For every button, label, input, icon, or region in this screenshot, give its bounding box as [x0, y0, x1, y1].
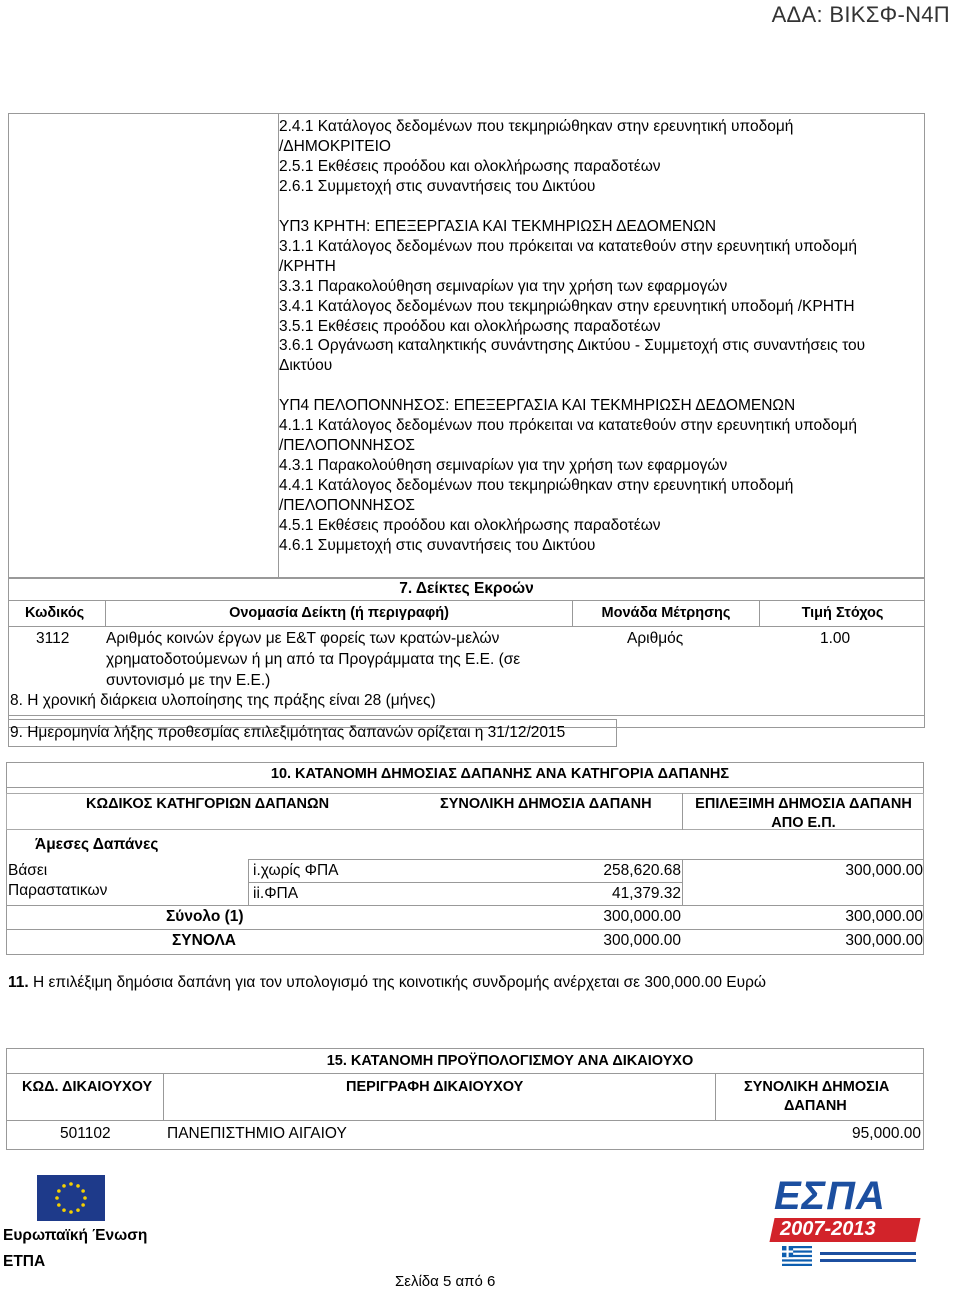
- duration-text: 8. Η χρονική διάρκεια υλοποίησης της πράξης είναι 28 (μήνες): [10, 692, 436, 709]
- beneficiary-header-total-2: ΔΑΠΑΝΗ: [784, 1098, 847, 1114]
- indicators-header-name: Ονομασία Δείκτη (ή περιγραφή): [229, 605, 449, 621]
- deliverable-line: ΥΠ4 ΠΕΛΟΠΟΝΝΗΣΟΣ: ΕΠΕΞΕΡΓΑΣΙΑ ΚΑΙ ΤΕΚΜΗΡΙΩΣΗ ΔΕΔΟΜΕΝΩΝ: [279, 397, 796, 415]
- beneficiary-header-desc: ΠΕΡΙΓΡΑΦΗ ΔΙΚΑΙΟΥΧΟΥ: [346, 1079, 524, 1095]
- deadline-text: 9. Ημερομηνία λήξης προθεσμίας επιλεξιμότητας δαπανών ορίζεται η 31/12/2015: [10, 724, 566, 741]
- eu-star: [57, 1189, 61, 1193]
- eu-star: [57, 1203, 61, 1207]
- expenses-title: 10. ΚΑΤΑΝΟΜΗ ΔΗΜΟΣΙΑΣ ΔΑΠΑΝΗΣ ΑΝΑ ΚΑΤΗΓΟΡΙΑ ΔΑΠΑΝΗΣ: [270, 766, 730, 782]
- deliverable-line: 2.5.1 Εκθέσεις προόδου και ολοκλήρωσης παραδοτέων: [279, 157, 661, 175]
- eu-star: [81, 1203, 85, 1207]
- deliverable-line: /ΔΗΜΟΚΡΙΤΕΙΟ: [279, 137, 391, 155]
- eu-star: [55, 1196, 59, 1200]
- deliverable-line: 4.5.1 Εκθέσεις προόδου και ολοκλήρωσης παραδοτέων: [279, 517, 661, 534]
- eu-flag-icon: [37, 1175, 105, 1221]
- eligible-note: 11. Η επιλέξιμη δημόσια δαπάνη για τον υπολογισμό της κοινοτικής συνδρομής ανέρχεται σε 300,000.00 Ευρώ: [8, 974, 767, 991]
- eu-star: [62, 1184, 66, 1188]
- espa-logo-text: ΕΣΠΑ: [774, 1174, 886, 1218]
- eu-star: [76, 1184, 80, 1188]
- espa-logo: [772, 1174, 922, 1270]
- eu-star: [83, 1196, 87, 1200]
- eu-star: [69, 1210, 73, 1214]
- row-i-label: i.χωρίς ΦΠΑ: [253, 862, 339, 879]
- indicators-header-unit: Μονάδα Μέτρησης: [601, 605, 731, 621]
- row-ii-total: 41,379.32: [612, 885, 681, 902]
- erdf-label: ΕΤΠΑ: [3, 1253, 46, 1270]
- greek-flag-icon: [782, 1246, 812, 1266]
- direct-expenses-label: Άμεσες Δαπάνες: [35, 836, 159, 853]
- deliverable-line: 3.3.1 Παρακολούθηση σεμιναρίων για την χρήση των εφαρμογών: [279, 277, 728, 295]
- expenses-header-total: ΣΥΝΟΛΙΚΗ ΔΗΜΟΣΙΑ ΔΑΠΑΝΗ: [440, 796, 652, 812]
- indicators-header-code: Κωδικός: [25, 605, 85, 621]
- expenses-header-category: ΚΩΔΙΚΟΣ ΚΑΤΗΓΟΡΙΩΝ ΔΑΠΑΝΩΝ: [86, 796, 330, 812]
- expenses-header-eligible-1: ΕΠΙΛΕΞΙΜΗ ΔΗΜΟΣΙΑ ΔΑΠΑΝΗ: [695, 796, 912, 812]
- beneficiary-title: 15. ΚΑΤΑΝΟΜΗ ΠΡΟΫΠΟΛΟΓΙΣΜΟΥ ΑΝΑ ΔΙΚΑΙΟΥΧΟ: [326, 1053, 694, 1069]
- deliverable-line: 2.6.1 Συμμετοχή στις συναντήσεις του Δικτύου: [279, 177, 596, 195]
- basis-label-1: Βάσει: [8, 862, 48, 879]
- indicator-target: 1.00: [820, 630, 851, 647]
- grand-total-total: 300,000.00: [603, 932, 681, 949]
- indicator-name-2: χρηματοδοτούμενων ή μη από τα Προγράμματα της Ε.Ε. (σε: [106, 651, 521, 668]
- deliverable-line: 3.1.1 Κατάλογος δεδομένων που πρόκειται να κατατεθούν στην ερευνητική υποδομή: [279, 237, 857, 255]
- eu-star: [62, 1208, 66, 1212]
- beneficiary-header-code: ΚΩΔ. ΔΙΚΑΙΟΥΧΟΥ: [22, 1079, 153, 1095]
- expenses-header-eligible-2: ΑΠΟ Ε.Π.: [771, 815, 836, 831]
- row-ii-label: ii.ΦΠΑ: [253, 885, 299, 902]
- eligible-note-text: Η επιλέξιμη δημόσια δαπάνη για τον υπολογισμό της κοινοτικής συνδρομής ανέρχεται σε 300,000.00 Ευρώ: [33, 974, 767, 991]
- basis-label-2: Παραστατικων: [8, 882, 108, 899]
- deliverable-line: /ΚΡΗΤΗ: [279, 257, 336, 275]
- eu-star: [76, 1208, 80, 1212]
- deliverable-line: /ΠΕΛΟΠΟΝΝΗΣΟΣ: [279, 437, 415, 455]
- eu-star: [69, 1182, 73, 1186]
- subtotal-total: 300,000.00: [603, 908, 681, 925]
- grand-total-label: ΣΥΝΟΛΑ: [172, 932, 237, 949]
- indicators-header-target: Τιμή Στόχος: [801, 605, 884, 621]
- eu-label: Ευρωπαϊκή Ένωση: [3, 1227, 148, 1244]
- row-i-total: 258,620.68: [603, 862, 681, 879]
- deliverable-line: 4.1.1 Κατάλογος δεδομένων που πρόκειται να κατατεθούν στην ερευνητική υποδομή: [279, 417, 857, 435]
- deliverable-line: ΥΠ3 ΚΡΗΤΗ: ΕΠΕΞΕΡΓΑΣΙΑ ΚΑΙ ΤΕΚΜΗΡΙΩΣΗ ΔΕΔΟΜΕΝΩΝ: [279, 217, 717, 235]
- deliverable-line: /ΠΕΛΟΠΟΝΝΗΣΟΣ: [279, 497, 415, 515]
- deliverable-line: 4.3.1 Παρακολούθηση σεμιναρίων για την χρήση των εφαρμογών: [279, 457, 728, 475]
- indicator-code: 3112: [36, 630, 70, 647]
- page-number: Σελίδα 5 από 6: [395, 1273, 496, 1290]
- subtotal-label: Σύνολο (1): [166, 908, 244, 925]
- indicator-unit: Αριθμός: [627, 630, 684, 647]
- indicator-name-1: Αριθμός κοινών έργων με Ε&Τ φορείς των κρατών-μελών: [106, 630, 500, 647]
- deliverable-line: 3.5.1 Εκθέσεις προόδου και ολοκλήρωσης παραδοτέων: [279, 317, 661, 335]
- beneficiary-total: 95,000.00: [852, 1125, 921, 1142]
- beneficiary-desc: ΠΑΝΕΠΙΣΤΗΜΙΟ ΑΙΓΑΙΟΥ: [167, 1125, 347, 1142]
- deliverable-line: Δικτύου: [279, 357, 333, 375]
- indicator-name-3: συντονισμό με την Ε.Ε.): [106, 672, 271, 689]
- deliverable-line: 4.6.1 Συμμετοχή στις συναντήσεις του Δικτύου: [279, 536, 596, 554]
- subtotal-eligible: 300,000.00: [845, 908, 923, 925]
- grand-total-eligible: 300,000.00: [845, 932, 923, 949]
- beneficiary-code: 501102: [60, 1125, 111, 1142]
- espa-years: 2007-2013: [780, 1218, 876, 1240]
- deliverable-line: 4.4.1 Κατάλογος δεδομένων που τεκμηριώθηκαν στην ερευνητική υποδομή: [279, 477, 794, 495]
- eu-star: [81, 1189, 85, 1193]
- beneficiary-header-total-1: ΣΥΝΟΛΙΚΗ ΔΗΜΟΣΙΑ: [744, 1079, 890, 1095]
- deliverable-line: 2.4.1 Κατάλογος δεδομένων που τεκμηριώθηκαν στην ερευνητική υποδομή: [279, 118, 794, 135]
- indicators-title: 7. Δείκτες Εκροών: [399, 580, 534, 597]
- deliverable-line: 3.6.1 Οργάνωση καταληκτικής συνάντησης Δικτύου - Συμμετοχή στις συναντήσεις του: [279, 337, 866, 355]
- deliverable-line: 3.4.1 Κατάλογος δεδομένων που τεκμηριώθηκαν στην ερευνητική υποδομή /ΚΡΗΤΗ: [279, 297, 855, 315]
- ada-header: ΑΔΑ: ΒΙΚΣΦ-Ν4Π: [771, 2, 950, 27]
- row-i-eligible: 300,000.00: [845, 862, 923, 879]
